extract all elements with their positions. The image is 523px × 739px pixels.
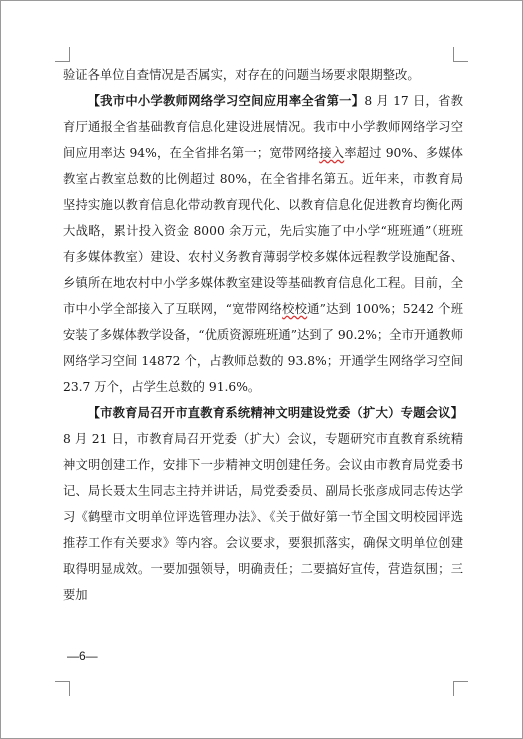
spellcheck-mark: 接入 — [319, 146, 345, 160]
paragraph-teacher-network[interactable] — [63, 88, 463, 400]
spellcheck-mark: 校校 — [282, 302, 308, 316]
paragraph-text: 率超过 90%、多媒体教室占教室总数的比例超过 80%，在全省排名第五。近年来，市教育局坚持实施以教育信息化带动教育现代化、以教育信息化促进教育均衡化两大战略，累计投入资金 8000 余万元，先后实施了中小学“班班通”（班班有多媒体教室）建设、农村义务教育薄弱学校多媒体远程教学设施配备、乡镇所在地农村中小学多媒体教室建设等基础教育信息化工程。目前，全市中小学全部接入了互联网，“宽带网络 — [63, 146, 463, 316]
page-number: —6— — [67, 649, 98, 663]
intro-line[interactable]: 验证各单位自查情况是否属实，对存在的问题当场要求限期整改。 — [63, 68, 420, 82]
crop-mark-top-left — [55, 47, 70, 62]
crop-mark-top-right — [453, 47, 468, 62]
crop-mark-bottom-right — [453, 681, 468, 696]
crop-mark-bottom-left — [55, 681, 70, 696]
paragraph-party-meeting[interactable] — [63, 400, 463, 608]
paragraph-text: 8 月 17 日，省教育厅通报全省基础教育信息化建设进展情况。我市中小学教师网络学习空间应用率达 94%，在全省排名第一；宽带网络 — [63, 94, 463, 160]
paragraph-heading: 【我市中小学教师网络学习空间应用率全省第一】 — [87, 93, 365, 108]
paragraph-text: 通”达到 100%；5242 个班安装了多媒体教学设备，“优质资源班班通”达到了 90.2%；全市开通教师网络学习空间 14872 个，占教师总数的 93.8%；开通学生网络学习空间 23.7 万个，占学生总数的 91.6%。 — [63, 302, 463, 394]
paragraph-heading: 【市教育局召开市直教育系统精神文明建设党委（扩大）专题会议】 — [87, 405, 463, 420]
paragraph-text: 8 月 21 日，市教育局召开党委（扩大）会议，专题研究市直教育系统精神文明创建工作，安排下一步精神文明创建任务。会议由市教育局党委书记、局长聂太生同志主持并讲话，局党委委员、副局长张彦成同志传达学习《鹤壁市文明单位评选管理办法》、《关于做好第一节全国文明校园评选推荐工作有关要求》等内容。会议要求，要狠抓落实，确保文明单位创建取得明显成效。一要加强领导，明确责任；二要搞好宣传，营造氛围；三要加 — [63, 432, 463, 602]
body-text[interactable] — [63, 62, 463, 608]
